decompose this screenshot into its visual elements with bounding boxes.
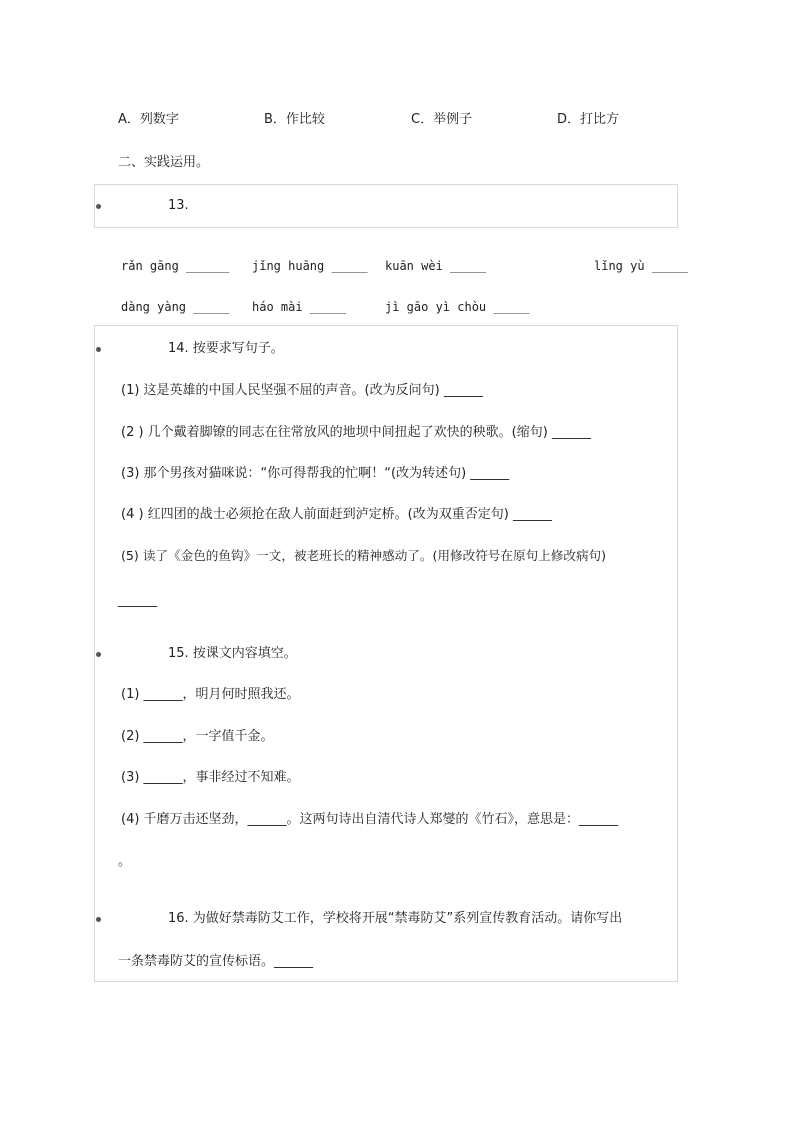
pinyin-item: rǎn gāng ______ [121, 259, 230, 273]
question-15-item: (1) ______，明月何时照我还。 [121, 687, 300, 702]
question-15-item: (4) 千磨万击还坚劲，______。这两句诗出自清代诗人郑燮的《竹石》，意思是：______ [121, 812, 619, 827]
question-14-item: (1) 这是英雄的中国人民坚强不屈的声音。(改为反问句) ______ [121, 383, 483, 398]
question-13-number: 13. [168, 198, 189, 213]
option-a: A．列数字 [118, 112, 179, 127]
pinyin-item: lǐng yù _____ [594, 259, 688, 273]
section-title: 二、实践运用。 [118, 155, 210, 170]
pinyin-item: kuān wèi _____ [385, 259, 487, 273]
question-14-item: (4 ) 红四团的战士必须抢在敌人前面赶到泸定桥。(改为双重否定句) ______ [121, 507, 552, 522]
pinyin-item: jǐng huāng _____ [252, 259, 368, 273]
option-b: B．作比较 [264, 112, 325, 127]
question-15-item: (2) ______，一字值千金。 [121, 729, 274, 744]
pinyin-item: jì gāo yì chòu _____ [385, 300, 530, 314]
option-c: C．举例子 [411, 112, 473, 127]
question-15-item: (3) ______，事非经过不知难。 [121, 770, 300, 785]
option-d: D．打比方 [557, 112, 620, 127]
bullet-icon [96, 652, 101, 657]
pinyin-item: háo mài _____ [252, 300, 346, 314]
question-14-title: 14. 按要求写句子。 [168, 341, 284, 356]
bullet-icon [96, 347, 101, 352]
question-15-title: 15. 按课文内容填空。 [168, 646, 297, 661]
question-14-item: (3) 那个男孩对猫咪说：“你可得帮我的忙啊！“(改为转述句) ______ [121, 466, 510, 481]
answer-blank: ______ [118, 593, 157, 608]
question-16-line2: 一条禁毒防艾的宣传标语。______ [118, 954, 314, 969]
question-16-line1: 16. 为做好禁毒防艾工作，学校将开展“禁毒防艾”系列宣传教育活动。请你写出 [168, 911, 623, 926]
question-14-item: (2 ) 几个戴着脚镣的同志在往常放风的地坝中间扭起了欢快的秧歌。(缩句) ______ [121, 425, 591, 440]
pinyin-item: dàng yàng _____ [121, 300, 230, 314]
question-14-item: (5) 读了《金色的鱼钩》一文，被老班长的精神感动了。(用修改符号在原句上修改病句) [121, 548, 607, 563]
bullet-icon [96, 917, 101, 922]
bullet-icon [96, 204, 101, 209]
question-15-tail: 。 [118, 854, 132, 869]
